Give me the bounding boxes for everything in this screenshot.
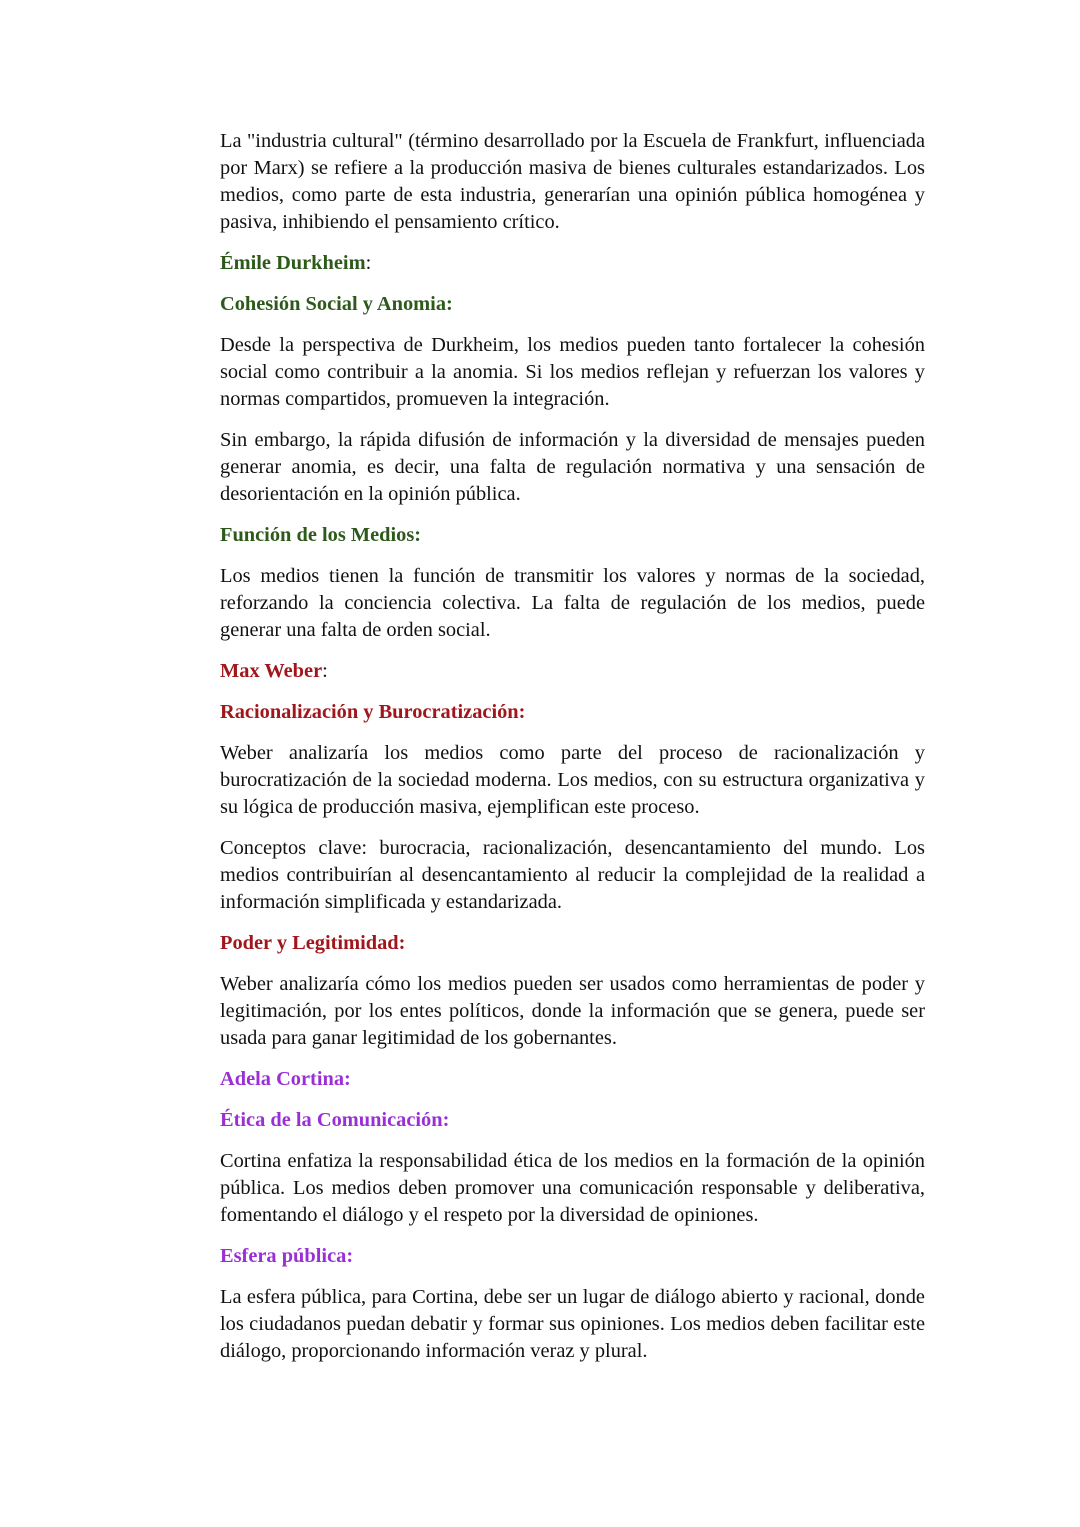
section-heading: Ética de la Comunicación: [220,1109,450,1131]
section-heading: Cohesión Social y Anomia: [220,293,453,315]
body-paragraph: La esfera pública, para Cortina, debe ser un lugar de diálogo abierto y racional, donde los ciudadanos puedan debatir y formar sus opiniones. Los medios deben facilitar este diálogo, proporcionando información veraz y plural. [220,1286,925,1362]
author-heading-durkheim [220,250,925,277]
body-paragraph: Los medios tienen la función de transmitir los valores y normas de la sociedad, reforzando la conciencia colectiva. La falta de regulación de los medios, puede generar una falta de orden social. [220,565,925,641]
section-heading: Esfera pública: [220,1245,354,1267]
body-paragraph: Sin embargo, la rápida difusión de información y la diversidad de mensajes pueden generar anomia, es decir, una falta de regulación normativa y una sensación de desorientación en la opinión pública. [220,429,925,505]
body-paragraph: Weber analizaría los medios como parte del proceso de racionalización y burocratización de la sociedad moderna. Los medios, con su estructura organizativa y su lógica de producción masiva, ejemplifican este proceso. [220,742,925,818]
author-name: Émile Durkheim [220,252,366,274]
section-heading: Poder y Legitimidad: [220,932,406,954]
body-paragraph: Conceptos clave: burocracia, racionalización, desencantamiento del mundo. Los medios contribuirían al desencantamiento al reducir la complejidad de la realidad a información simplificada y estandarizada. [220,837,925,913]
section-heading: Función de los Medios: [220,524,422,546]
body-paragraph: Cortina enfatiza la responsabilidad ética de los medios en la formación de la opinión pública. Los medios deben promover una comunicación responsable y deliberativa, fomentando el diálogo y el respeto por la diversidad de opiniones. [220,1150,925,1226]
section-heading: Racionalización y Burocratización: [220,701,526,723]
document-page [220,128,925,1379]
intro-paragraph: La "industria cultural" (término desarrollado por la Escuela de Frankfurt, influenciada por Marx) se refiere a la producción masiva de bienes culturales estandarizados. Los medios, como parte de esta industria, generarían una opinión pública homogénea y pasiva, inhibiendo el pensamiento crítico. [220,130,925,233]
author-heading-cortina: Adela Cortina: [220,1068,351,1090]
body-paragraph: Desde la perspectiva de Durkheim, los medios pueden tanto fortalecer la cohesión social como contribuir a la anomia. Si los medios reflejan y refuerzan los valores y normas compartidos, promueven la integración. [220,334,925,410]
body-paragraph: Weber analizaría cómo los medios pueden ser usados como herramientas de poder y legitimación, por los entes políticos, donde la información que se genera, puede ser usada para ganar legitimidad de los gobernantes. [220,973,925,1049]
author-name: Max Weber [220,660,323,682]
author-colon: : [322,660,328,682]
author-heading-weber [220,658,925,685]
author-colon: : [365,252,372,274]
